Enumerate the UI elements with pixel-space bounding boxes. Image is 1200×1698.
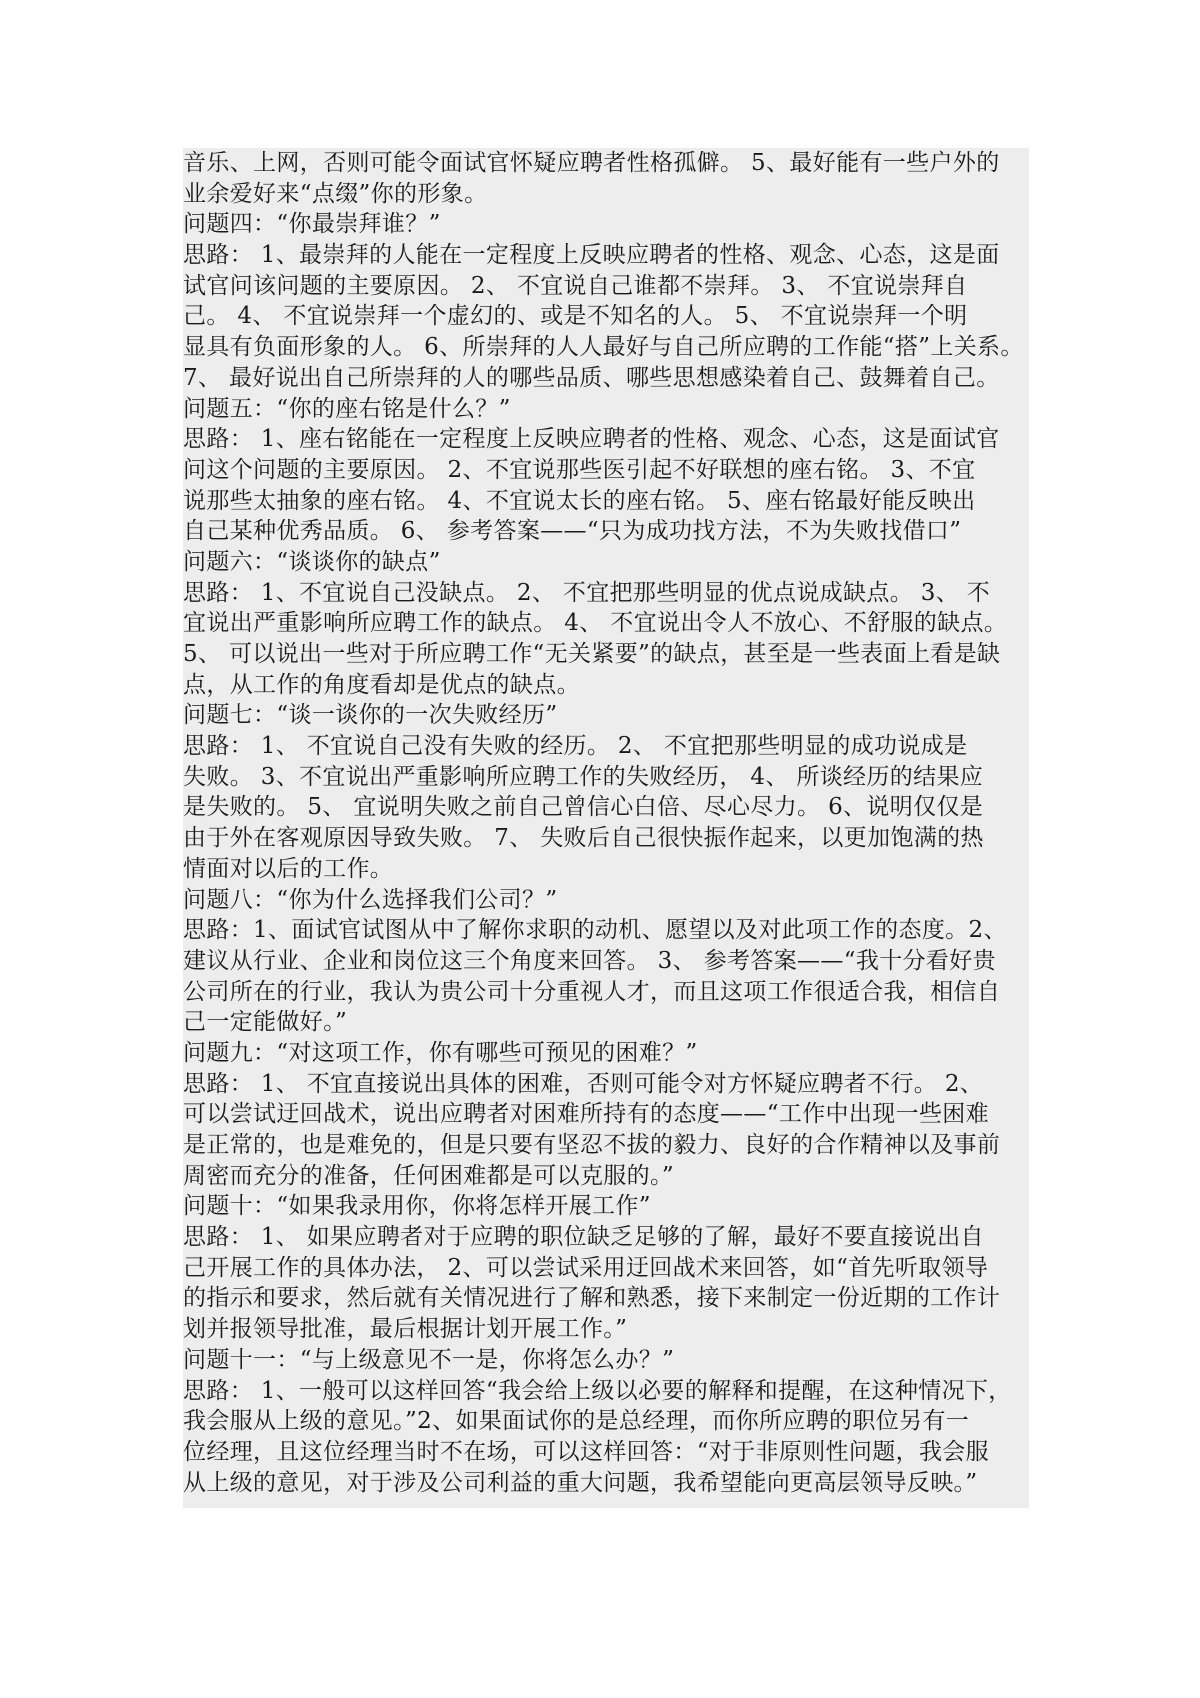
text-line: 7、 最好说出自己所崇拜的人的哪些品质、哪些思想感染着自己、鼓舞着自己。 <box>183 364 1000 391</box>
text-line: 显具有负面形象的人。 6、所崇拜的人人最好与自己所应聘的工作能“搭”上关系。 <box>183 334 1024 361</box>
text-line: 问题四：“你最崇拜谁？” <box>183 211 441 238</box>
text-line: 己一定能做好。” <box>183 1009 348 1036</box>
text-line: 思路： 1、 不宜直接说出具体的困难，否则可能令对方怀疑应聘者不行。 2、 <box>183 1070 984 1097</box>
text-line: 由于外在客观原因导致失败。 7、 失败后自己很快振作起来，以更加饱满的热 <box>183 825 984 852</box>
text-line: 问题六：“谈谈你的缺点” <box>183 548 441 575</box>
text-line: 试官问该问题的主要原因。 2、 不宜说自己谁都不崇拜。 3、 不宜说崇拜自 <box>183 272 968 299</box>
text-line: 思路： 1、 不宜说自己没有失败的经历。 2、 不宜把那些明显的成功说成是 <box>183 733 968 760</box>
text-line: 思路： 1、最崇拜的人能在一定程度上反映应聘者的性格、观念、心态，这是面 <box>183 242 1000 269</box>
document-text-block <box>183 148 1029 1508</box>
text-line: 我会服从上级的意见。”2、如果面试你的是总经理，而你所应聘的职位另有一 <box>183 1408 970 1435</box>
text-line: 己开展工作的具体办法， 2、可以尝试采用迂回战术来回答，如“首先听取领导 <box>183 1254 989 1281</box>
text-line: 业余爱好来“点缀”你的形象。 <box>183 180 488 207</box>
text-line: 从上级的意见，对于涉及公司利益的重大问题，我希望能向更高层领导反映。” <box>183 1469 978 1496</box>
text-line: 自己某种优秀品质。 6、 参考答案——“只为成功找方法，不为失败找借口” <box>183 518 962 545</box>
text-line: 失败。 3、不宜说出严重影响所应聘工作的失败经历， 4、 所谈经历的结果应 <box>183 763 984 790</box>
text-line: 的指示和要求，然后就有关情况进行了解和熟悉，接下来制定一份近期的工作计 <box>183 1285 1001 1312</box>
text-line: 是失败的。 5、 宜说明失败之前自己曾信心白倍、尽心尽力。 6、说明仅仅是 <box>183 794 984 821</box>
text-line: 问这个问题的主要原因。 2、不宜说那些医引起不好联想的座右铭。 3、不宜 <box>183 456 976 483</box>
text-line: 点，从工作的角度看却是优点的缺点。 <box>183 671 580 698</box>
text-line: 宜说出严重影响所应聘工作的缺点。 4、 不宜说出令人不放心、不舒服的缺点。 <box>183 610 1008 637</box>
text-line: 建议从行业、企业和岗位这三个角度来回答。 3、 参考答案——“我十分看好贵 <box>183 947 996 974</box>
text-line: 问题八：“你为什么选择我们公司？” <box>183 886 558 913</box>
text-line: 周密而充分的准备，任何困难都是可以克服的。” <box>183 1162 674 1189</box>
text-line: 5、 可以说出一些对于所应聘工作“无关紧要”的缺点，甚至是一些表面上看是缺 <box>183 641 1001 667</box>
text-line: 己。 4、 不宜说崇拜一个虚幻的、或是不知名的人。 5、 不宜说崇拜一个明 <box>183 303 968 330</box>
text-line: 公司所在的行业，我认为贵公司十分重视人才，而且这项工作很适合我，相信自 <box>183 978 1001 1005</box>
text-line: 问题十一：“与上级意见不一是，你将怎么办？” <box>183 1346 675 1373</box>
text-line: 情面对以后的工作。 <box>183 855 394 882</box>
text-line: 思路： 1、一般可以这样回答“我会给上级以必要的解释和提醒，在这种情况下， <box>183 1377 1012 1404</box>
text-line: 问题九：“对这项工作，你有哪些可预见的困难？” <box>183 1039 698 1066</box>
text-line: 说那些太抽象的座右铭。 4、不宜说太长的座右铭。 5、座右铭最好能反映出 <box>183 487 976 514</box>
text-line: 划并报领导批准，最后根据计划开展工作。” <box>183 1316 628 1343</box>
text-line: 问题七：“谈一谈你的一次失败经历” <box>183 702 558 729</box>
text-line: 思路： 1、不宜说自己没缺点。 2、 不宜把那些明显的优点说成缺点。 3、 不 <box>183 579 991 606</box>
text-line: 是正常的，也是难免的，但是只要有坚忍不拔的毅力、良好的合作精神以及事前 <box>183 1132 1001 1158</box>
text-line: 可以尝试迂回战术，说出应聘者对困难所持有的态度——“工作中出现一些困难 <box>183 1101 990 1128</box>
text-line: 问题十：“如果我录用你，你将怎样开展工作” <box>183 1193 651 1220</box>
text-line: 问题五：“你的座右铭是什么？” <box>183 395 511 422</box>
text-line: 思路：1、面试官试图从中了解你求职的动机、愿望以及对此项工作的态度。2、 <box>183 917 1007 944</box>
text-line: 思路： 1、座右铭能在一定程度上反映应聘者的性格、观念、心态，这是面试官 <box>183 426 1000 453</box>
text-line: 位经理，且这位经理当时不在场，可以这样回答：“对于非原则性问题，我会服 <box>183 1438 990 1465</box>
text-line: 思路： 1、 如果应聘者对于应聘的职位缺乏足够的了解，最好不要直接说出自 <box>183 1224 984 1251</box>
text-line: 音乐、上网，否则可能令面试官怀疑应聘者性格孤僻。 5、最好能有一些户外的 <box>183 150 1000 176</box>
